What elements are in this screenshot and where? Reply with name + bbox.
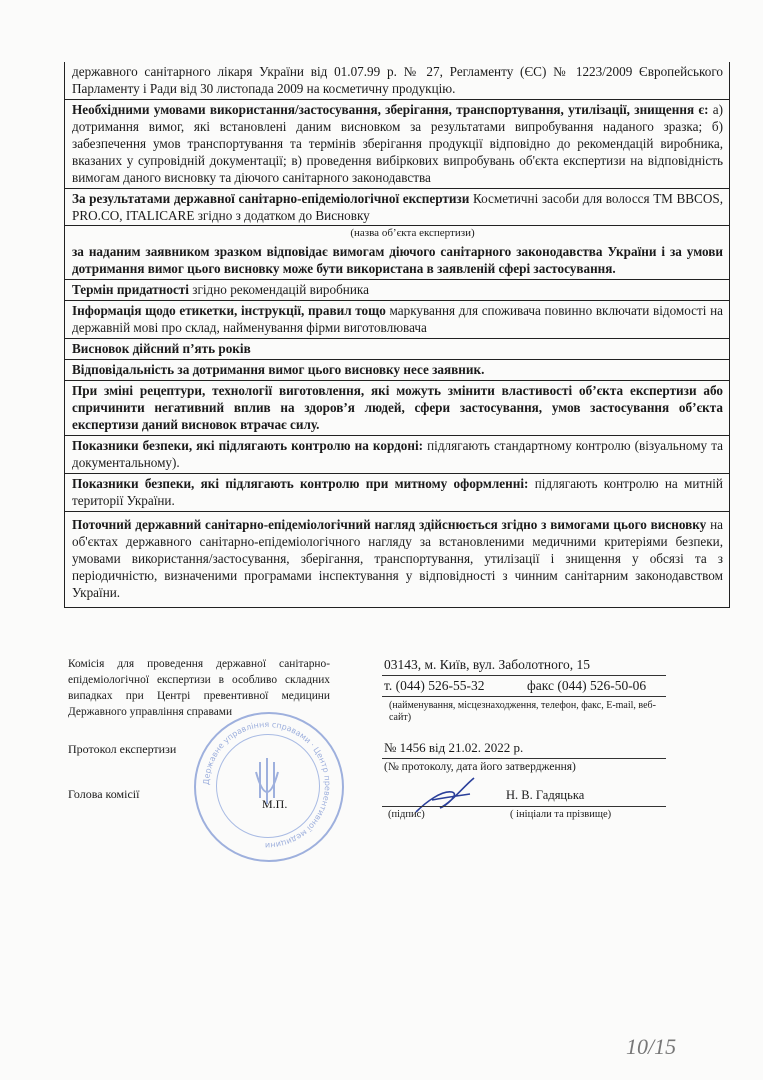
usage-conditions-heading: Необхідними умовами використання/застосування, зберігання, транспортування, утилізації, знищення є: [72,102,709,117]
head-label: Голова комісії [68,787,140,801]
phone: т. (044) 526-55-32 [384,678,485,693]
name-caption: ( ініціали та прізвище) [510,809,612,820]
commission-name: Комісія для проведення державної санітарно-епідеміологічної експертизи в особливо складних випадках при Центрі превентивної медицини Державного управління справами [68,658,330,718]
address-caption: (найменування, місцезнаходження, телефон, факс, E-mail, веб-сайт) [389,700,656,723]
border-control-heading: Показники безпеки, які підлягають контролю на кордоні: [72,438,424,453]
address: 03143, м. Київ, вул. Заболотного, 15 [384,657,591,672]
stamp-mp: М.П. [262,797,288,811]
official-seal [194,712,344,862]
shelf-life-text: згідно рекомендацій виробника [188,282,369,297]
responsibility-text: Відповідальність за дотримання вимог цього висновку несе заявник. [72,362,485,377]
protocol-rule [382,758,666,759]
expertise-object-caption: (назва об’єкта експертизи) [350,227,475,239]
recipe-change-text: При зміні рецептури, технології виготовлення, які можуть змінити властивості об’єкта експертизи або спричинити негативний вплив на здоров’я людей, сфери застосування, умов застосування об’єкта експертизи даний висновок втрачає силу. [72,383,723,432]
expertise-result-heading: За результатами державної санітарно-епідеміологічної експертизи [72,191,470,206]
protocol-caption: (№ протоколу, дата його затвердження) [384,761,576,773]
protocol-value: № 1456 від 21.02. 2022 р. [384,740,524,755]
shelf-life-heading: Термін придатності [72,282,189,297]
label-info-text: маркування для споживача повинно включати відомості на державній мові про склад, найменування фірми виготовлювача [72,303,724,335]
signature-rule [382,806,666,807]
address-rule [382,675,666,676]
compliance-text: за наданим заявником зразком відповідає вимогам діючого санітарного законодавства України і за умови дотримання вимог цього висновку може бути використана в заявленій сфері застосування. [72,244,723,276]
regulation-reference-text: державного санітарного лікаря України від 01.07.99 р. № 27, Регламенту (ЄС) № 1223/2009 Європейського Парламенту і Ради від 30 листопада 2009 на косметичну продукцію. [72,64,723,96]
protocol-label: Протокол експертизи [68,742,177,756]
pencil-note: 10/15 [626,1034,677,1059]
supervision-heading: Поточний державний санітарно-епідеміологічний нагляд здійснюється згідно з вимогами цього висновку [72,517,707,532]
seal-text: Державне управління справами · Центр превентивної медицини [201,719,333,851]
seal-graphic [194,712,340,858]
fax: факс (044) 526-50-06 [527,678,647,693]
signature-caption: (підпис) [388,809,425,820]
supervision-text: на об'єктах державного санітарно-епідеміологічного нагляду за встановленими медичними критеріями безпеки, умовами використання/застосування, зберігання, транспортування, утилізації і знищення у обсязі та з періодичністю, визначеними програмами інспектування у відповідності з чинним санітарним законодавством України. [72,517,723,600]
validity-text: Висновок дійсний п’ять років [72,341,251,356]
label-info-heading: Інформація щодо етикетки, інструкції, правил тощо [72,303,386,318]
border-control-text: підлягають стандартному контролю (візуальному та документальному). [72,438,723,470]
customs-control-heading: Показники безпеки, які підлягають контролю при митному оформленні: [72,476,529,491]
usage-conditions-text: а) дотримання вимог, які встановлені даним висновком за результатами випробування наданого зразка; б) забезпечення умов транспортування та термінів зберігання продукції відповідно до рекомендацій виробника, вказаних у супровідній документації; в) проведення вибіркових випробувань об'єкта експертизи на відповідність вимогам даного висновку та діючого санітарного законодавства [72,102,724,185]
customs-control-text: підлягають контролю на митній території України. [72,476,723,508]
expertise-object-name: Косметичні засоби для волосся ТМ BBCOS, PRO.CO, ITALICARE згідно з додатком до Висновку [72,191,724,223]
phone-rule [382,696,666,697]
head-name: Н. В. Гадяцька [506,788,585,802]
